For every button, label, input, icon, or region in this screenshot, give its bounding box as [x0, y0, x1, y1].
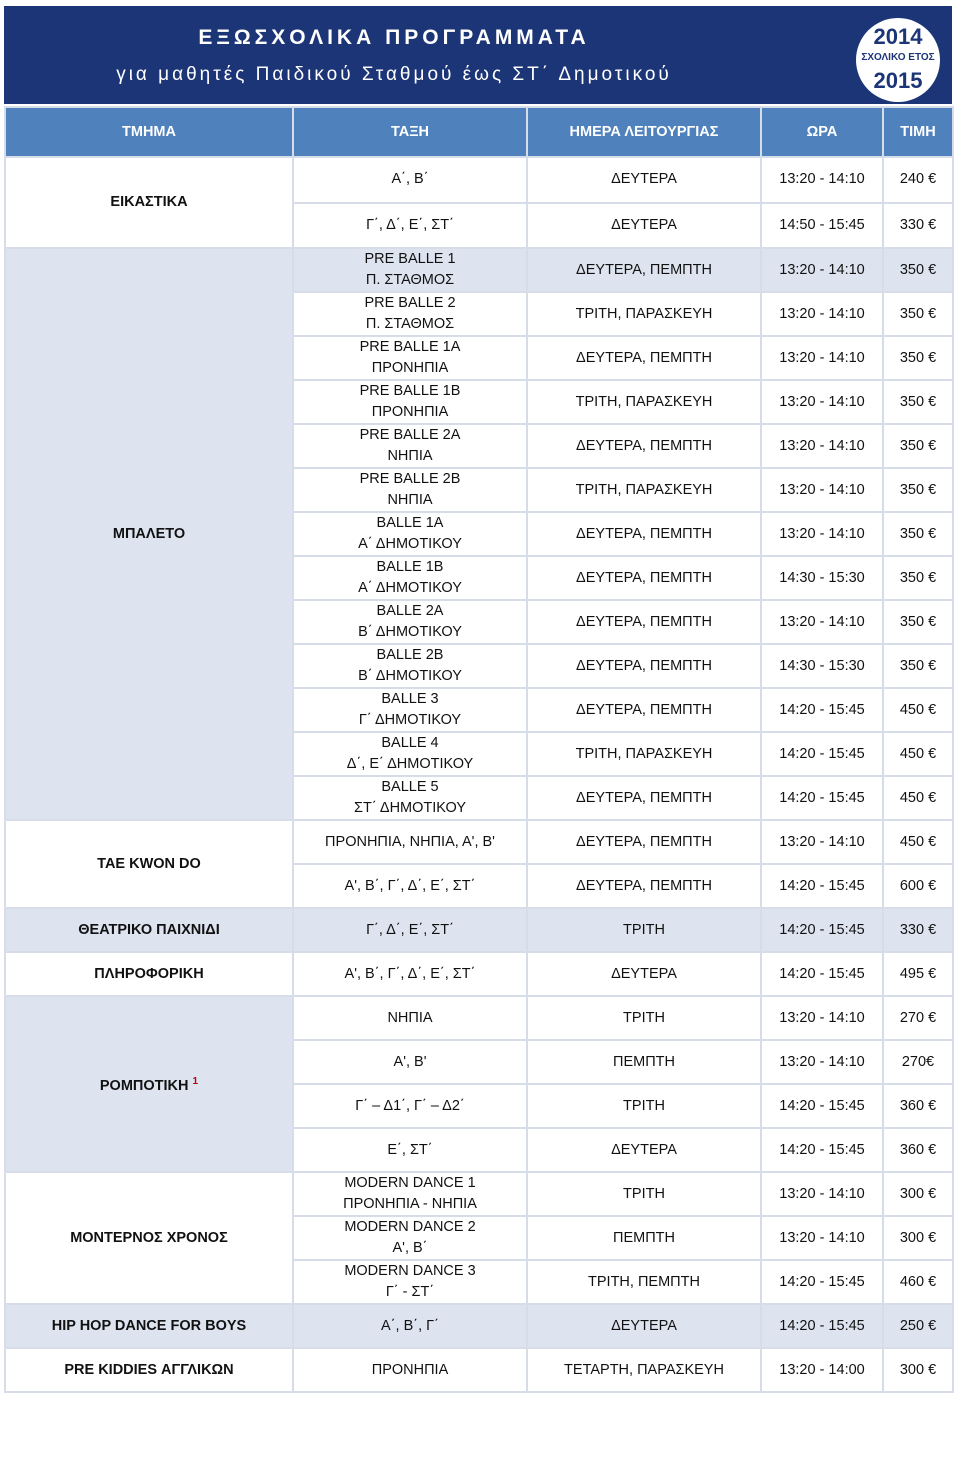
class-cell: Γ΄, Δ΄, Ε΄, ΣΤ΄ — [293, 908, 527, 952]
class-level: Δ΄, Ε΄ ΔΗΜΟΤΙΚΟΥ — [346, 756, 474, 772]
class-name: BALLE 3 — [381, 691, 439, 707]
time-cell: 14:20 - 15:45 — [761, 732, 883, 776]
day-cell: ΔΕΥΤΕΡΑ, ΠΕΜΠΤΗ — [527, 600, 761, 644]
class-level: Γ΄ ΔΗΜΟΤΙΚΟΥ — [358, 712, 462, 728]
class-cell: Α', Β' — [293, 1040, 527, 1084]
day-cell: ΠΕΜΠΤΗ — [527, 1040, 761, 1084]
class-cell: ΝΗΠΙΑ — [293, 996, 527, 1040]
class-cell: Α', Β΄, Γ΄, Δ΄, Ε΄, ΣΤ΄ — [293, 952, 527, 996]
activity-theatre: ΘΕΑΤΡΙΚΟ ΠΑΙΧΝΙΔΙ — [5, 908, 293, 952]
class-level: ΠΡΟΝΗΠΙΑ - ΝΗΠΙΑ — [343, 1196, 477, 1212]
time-cell: 13:20 - 14:10 — [761, 248, 883, 292]
time-cell: 14:20 - 15:45 — [761, 1260, 883, 1304]
footnote-marker: 1 — [192, 1076, 199, 1088]
day-cell: ΔΕΥΤΕΡΑ, ΠΕΜΠΤΗ — [527, 248, 761, 292]
day-cell: ΤΕΤΑΡΤΗ, ΠΑΡΑΣΚΕΥΗ — [527, 1348, 761, 1392]
class-name: PRE BALLE 1Β — [359, 383, 461, 399]
day-cell: ΔΕΥΤΕΡΑ — [527, 1128, 761, 1172]
day-cell: ΤΡΙΤΗ, ΠΑΡΑΣΚΕΥΗ — [527, 380, 761, 424]
price-cell: 350 € — [883, 644, 953, 688]
class-cell: Α΄, Β΄ — [293, 157, 527, 203]
time-cell: 14:20 - 15:45 — [761, 776, 883, 820]
class-level: Β΄ ΔΗΜΟΤΙΚΟΥ — [358, 668, 462, 684]
class-cell — [293, 1172, 527, 1216]
class-level: Β΄ ΔΗΜΟΤΙΚΟΥ — [358, 624, 462, 640]
time-cell: 14:20 - 15:45 — [761, 864, 883, 908]
day-cell: ΔΕΥΤΕΡΑ, ΠΕΜΠΤΗ — [527, 644, 761, 688]
time-cell: 14:20 - 15:45 — [761, 1304, 883, 1348]
day-cell: ΤΡΙΤΗ, ΠΑΡΑΣΚΕΥΗ — [527, 292, 761, 336]
table-row — [5, 908, 953, 952]
col-header-class: ΤΑΞΗ — [293, 107, 527, 157]
time-cell: 14:30 - 15:30 — [761, 644, 883, 688]
day-cell: ΔΕΥΤΕΡΑ, ΠΕΜΠΤΗ — [527, 688, 761, 732]
col-header-day: ΗΜΕΡΑ ΛΕΙΤΟΥΡΓΙΑΣ — [527, 107, 761, 157]
class-cell: ΠΡΟΝΗΠΙΑ, ΝΗΠΙΑ, Α', Β' — [293, 820, 527, 864]
time-cell: 14:20 - 15:45 — [761, 952, 883, 996]
header-banner — [4, 6, 952, 104]
price-cell: 330 € — [883, 908, 953, 952]
day-cell: ΤΡΙΤΗ, ΠΕΜΠΤΗ — [527, 1260, 761, 1304]
time-cell: 14:30 - 15:30 — [761, 556, 883, 600]
col-header-time: ΩΡΑ — [761, 107, 883, 157]
table-row — [5, 996, 953, 1040]
class-level: Α΄ ΔΗΜΟΤΙΚΟΥ — [358, 536, 462, 552]
class-cell — [293, 556, 527, 600]
class-name: BALLE 1Β — [376, 559, 444, 575]
price-cell: 350 € — [883, 468, 953, 512]
price-cell: 350 € — [883, 600, 953, 644]
day-cell: ΔΕΥΤΕΡΑ, ΠΕΜΠΤΗ — [527, 424, 761, 468]
time-cell: 13:20 - 14:10 — [761, 424, 883, 468]
day-cell: ΤΡΙΤΗ — [527, 1172, 761, 1216]
class-cell — [293, 1260, 527, 1304]
day-cell: ΔΕΥΤΕΡΑ — [527, 952, 761, 996]
table-row — [5, 1348, 953, 1392]
class-name: MODERN DANCE 3 — [344, 1263, 476, 1279]
activity-eikastika: ΕΙΚΑΣΤΙΚΑ — [5, 157, 293, 248]
table-row — [5, 248, 953, 292]
page-title: ΕΞΩΣΧΟΛΙΚΑ ΠΡΟΓΡΑΜΜΑΤΑ — [198, 26, 590, 49]
day-cell: ΔΕΥΤΕΡΑ, ΠΕΜΠΤΗ — [527, 776, 761, 820]
schedule-table — [4, 106, 954, 1393]
price-cell: 460 € — [883, 1260, 953, 1304]
time-cell: 13:20 - 14:10 — [761, 336, 883, 380]
class-name: PRE BALLE 2Β — [359, 471, 461, 487]
class-name: PRE BALLE 2Α — [359, 427, 461, 443]
class-name: PRE BALLE 1Α — [359, 339, 461, 355]
activity-ballet: ΜΠΑΛΕΤΟ — [5, 248, 293, 820]
class-cell: ΠΡΟΝΗΠΙΑ — [293, 1348, 527, 1392]
table-row — [5, 1304, 953, 1348]
class-cell — [293, 776, 527, 820]
time-cell: 14:20 - 15:45 — [761, 908, 883, 952]
price-cell: 350 € — [883, 292, 953, 336]
time-cell: 13:20 - 14:10 — [761, 996, 883, 1040]
time-cell: 13:20 - 14:10 — [761, 1172, 883, 1216]
time-cell: 14:20 - 15:45 — [761, 688, 883, 732]
time-cell: 14:50 - 15:45 — [761, 203, 883, 249]
time-cell: 13:20 - 14:10 — [761, 512, 883, 556]
class-name: PRE BALLE 1 — [364, 251, 456, 267]
class-name: MODERN DANCE 1 — [344, 1175, 476, 1191]
class-cell: Α΄, Β΄, Γ΄ — [293, 1304, 527, 1348]
class-cell — [293, 644, 527, 688]
time-cell: 14:20 - 15:45 — [761, 1084, 883, 1128]
activity-informatics: ΠΛΗΡΟΦΟΡΙΚΗ — [5, 952, 293, 996]
price-cell: 270€ — [883, 1040, 953, 1084]
day-cell: ΔΕΥΤΕΡΑ, ΠΕΜΠΤΗ — [527, 864, 761, 908]
logo-year-end: 2015 — [873, 68, 923, 93]
col-header-department: ΤΜΗΜΑ — [5, 107, 293, 157]
class-cell — [293, 1216, 527, 1260]
table-row — [5, 952, 953, 996]
price-cell: 450 € — [883, 776, 953, 820]
class-name: BALLE 4 — [381, 735, 439, 751]
class-level: Π. ΣΤΑΘΜΟΣ — [365, 316, 455, 332]
time-cell: 13:20 - 14:00 — [761, 1348, 883, 1392]
class-cell — [293, 248, 527, 292]
day-cell: ΤΡΙΤΗ — [527, 1084, 761, 1128]
price-cell: 300 € — [883, 1172, 953, 1216]
price-cell: 350 € — [883, 424, 953, 468]
activity-hiphop: HIP HOP DANCE FOR BOYS — [5, 1304, 293, 1348]
class-level: ΝΗΠΙΑ — [387, 492, 433, 508]
time-cell: 13:20 - 14:10 — [761, 468, 883, 512]
class-name: BALLE 2Β — [376, 647, 444, 663]
price-cell: 450 € — [883, 688, 953, 732]
class-cell: Α', Β΄, Γ΄, Δ΄, Ε΄, ΣΤ΄ — [293, 864, 527, 908]
activity-taekwondo: TAE KWON DO — [5, 820, 293, 908]
day-cell: ΔΕΥΤΕΡΑ — [527, 157, 761, 203]
day-cell: ΠΕΜΠΤΗ — [527, 1216, 761, 1260]
table-row — [5, 157, 953, 203]
activity-robotics — [5, 996, 293, 1172]
price-cell: 240 € — [883, 157, 953, 203]
activity-pre-kiddies: PRE KIDDIES ΑΓΓΛΙΚΩΝ — [5, 1348, 293, 1392]
class-name: BALLE 1Α — [376, 515, 444, 531]
day-cell: ΤΡΙΤΗ, ΠΑΡΑΣΚΕΥΗ — [527, 732, 761, 776]
table-row — [5, 820, 953, 864]
price-cell: 270 € — [883, 996, 953, 1040]
time-cell: 13:20 - 14:10 — [761, 380, 883, 424]
school-year-logo — [856, 18, 940, 102]
page-subtitle: για μαθητές Παιδικού Σταθμού έως ΣΤ΄ Δημοτικού — [116, 64, 672, 85]
class-cell — [293, 336, 527, 380]
price-cell: 250 € — [883, 1304, 953, 1348]
day-cell: ΔΕΥΤΕΡΑ, ΠΕΜΠΤΗ — [527, 820, 761, 864]
price-cell: 360 € — [883, 1084, 953, 1128]
class-level: Π. ΣΤΑΘΜΟΣ — [365, 272, 455, 288]
table-header-row — [5, 107, 953, 157]
day-cell: ΔΕΥΤΕΡΑ — [527, 203, 761, 249]
class-level: ΠΡΟΝΗΠΙΑ — [371, 404, 449, 420]
logo-caption: ΣΧΟΛΙΚΟ ΕΤΟΣ — [861, 52, 935, 63]
time-cell: 13:20 - 14:10 — [761, 292, 883, 336]
price-cell: 450 € — [883, 732, 953, 776]
price-cell: 495 € — [883, 952, 953, 996]
class-name: PRE BALLE 2 — [364, 295, 456, 311]
class-name: BALLE 5 — [381, 779, 439, 795]
day-cell: ΔΕΥΤΕΡΑ — [527, 1304, 761, 1348]
class-cell — [293, 512, 527, 556]
class-cell — [293, 732, 527, 776]
class-cell — [293, 688, 527, 732]
price-cell: 350 € — [883, 380, 953, 424]
price-cell: 350 € — [883, 248, 953, 292]
price-cell: 300 € — [883, 1216, 953, 1260]
col-header-price: ΤΙΜΗ — [883, 107, 953, 157]
class-cell — [293, 468, 527, 512]
price-cell: 350 € — [883, 336, 953, 380]
class-level: ΠΡΟΝΗΠΙΑ — [371, 360, 449, 376]
price-cell: 600 € — [883, 864, 953, 908]
class-level: Γ΄ - ΣΤ΄ — [385, 1284, 435, 1300]
price-cell: 450 € — [883, 820, 953, 864]
time-cell: 13:20 - 14:10 — [761, 1216, 883, 1260]
class-name: BALLE 2Α — [376, 603, 444, 619]
price-cell: 330 € — [883, 203, 953, 249]
class-cell: Γ΄, Δ΄, Ε΄, ΣΤ΄ — [293, 203, 527, 249]
class-cell: Γ΄ – Δ1΄, Γ΄ – Δ2΄ — [293, 1084, 527, 1128]
time-cell: 13:20 - 14:10 — [761, 1040, 883, 1084]
class-level: Α', Β΄ — [392, 1240, 428, 1256]
day-cell: ΔΕΥΤΕΡΑ, ΠΕΜΠΤΗ — [527, 556, 761, 600]
activity-modern-dance: ΜΟΝΤΕΡΝΟΣ ΧΡΟΝΟΣ — [5, 1172, 293, 1304]
class-cell — [293, 380, 527, 424]
time-cell: 13:20 - 14:10 — [761, 157, 883, 203]
day-cell: ΔΕΥΤΕΡΑ, ΠΕΜΠΤΗ — [527, 336, 761, 380]
class-cell — [293, 600, 527, 644]
time-cell: 13:20 - 14:10 — [761, 600, 883, 644]
class-name: MODERN DANCE 2 — [344, 1219, 476, 1235]
class-cell: Ε΄, ΣΤ΄ — [293, 1128, 527, 1172]
price-cell: 300 € — [883, 1348, 953, 1392]
price-cell: 360 € — [883, 1128, 953, 1172]
class-level: ΣΤ΄ ΔΗΜΟΤΙΚΟΥ — [354, 800, 466, 816]
time-cell: 14:20 - 15:45 — [761, 1128, 883, 1172]
activity-robotics-label: ΡΟΜΠΟΤΙΚΗ — [99, 1077, 189, 1094]
table-row — [5, 1172, 953, 1216]
day-cell: ΤΡΙΤΗ, ΠΑΡΑΣΚΕΥΗ — [527, 468, 761, 512]
time-cell: 13:20 - 14:10 — [761, 820, 883, 864]
day-cell: ΤΡΙΤΗ — [527, 996, 761, 1040]
day-cell: ΤΡΙΤΗ — [527, 908, 761, 952]
logo-year-start: 2014 — [873, 24, 923, 49]
price-cell: 350 € — [883, 512, 953, 556]
price-cell: 350 € — [883, 556, 953, 600]
class-level: Α΄ ΔΗΜΟΤΙΚΟΥ — [358, 580, 462, 596]
class-level: ΝΗΠΙΑ — [387, 448, 433, 464]
day-cell: ΔΕΥΤΕΡΑ, ΠΕΜΠΤΗ — [527, 512, 761, 556]
class-cell — [293, 424, 527, 468]
class-cell — [293, 292, 527, 336]
